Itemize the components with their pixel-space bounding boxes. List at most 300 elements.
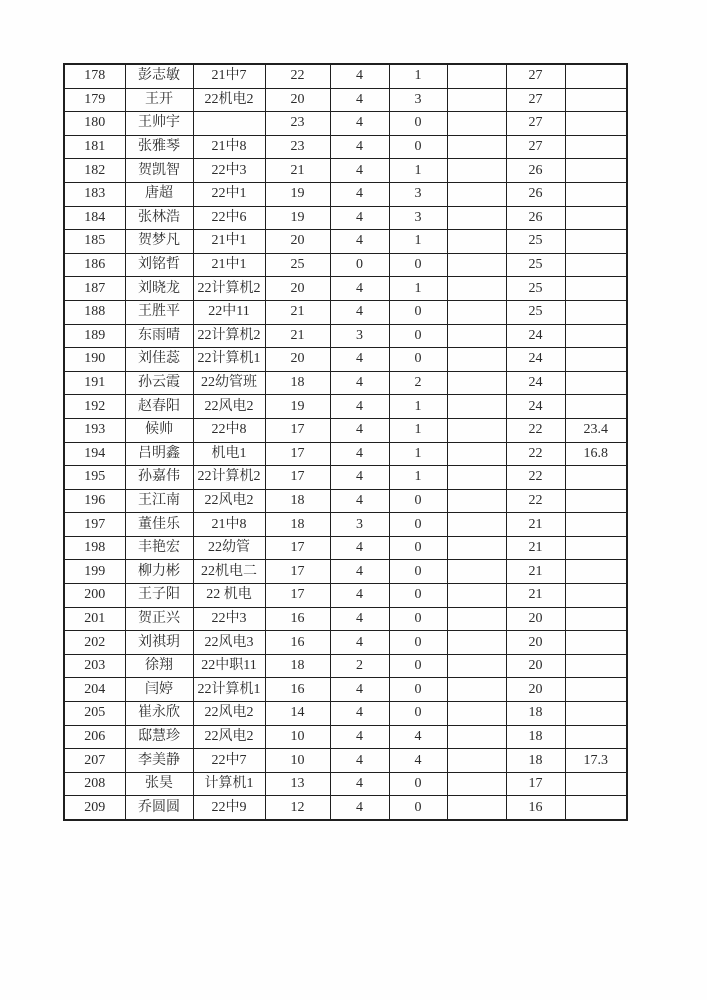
table-cell xyxy=(565,513,627,537)
table-cell xyxy=(447,772,506,796)
table-row xyxy=(64,702,627,726)
table-cell: 王胜平 xyxy=(125,300,193,324)
table-cell: 18 xyxy=(506,702,565,726)
table-row xyxy=(64,560,627,584)
table-cell xyxy=(565,678,627,702)
table-cell: 18 xyxy=(506,749,565,773)
table-cell: 0 xyxy=(389,631,447,655)
table-row xyxy=(64,88,627,112)
table-cell xyxy=(447,277,506,301)
table-row xyxy=(64,300,627,324)
table-cell: 王开 xyxy=(125,88,193,112)
table-cell: 22 xyxy=(506,442,565,466)
table-cell: 4 xyxy=(330,725,389,749)
table-cell: 22 xyxy=(506,489,565,513)
table-cell: 192 xyxy=(64,395,125,419)
table-cell: 186 xyxy=(64,253,125,277)
table-cell: 22幼管班 xyxy=(193,371,265,395)
table-cell xyxy=(447,678,506,702)
table-cell xyxy=(565,277,627,301)
table-cell xyxy=(447,230,506,254)
table-row xyxy=(64,230,627,254)
table-cell: 10 xyxy=(265,749,330,773)
table-cell: 0 xyxy=(389,513,447,537)
table-cell xyxy=(565,536,627,560)
table-cell xyxy=(447,418,506,442)
table-cell: 4 xyxy=(330,277,389,301)
table-cell: 李美静 xyxy=(125,749,193,773)
table-row xyxy=(64,678,627,702)
table-cell xyxy=(447,395,506,419)
table-cell: 3 xyxy=(330,324,389,348)
table-cell: 22幼管 xyxy=(193,536,265,560)
table-cell: 22 xyxy=(506,418,565,442)
table-cell: 邸慧珍 xyxy=(125,725,193,749)
table-cell: 0 xyxy=(389,560,447,584)
table-cell: 贺正兴 xyxy=(125,607,193,631)
table-cell: 4 xyxy=(330,442,389,466)
table-cell: 0 xyxy=(389,796,447,820)
table-cell: 22中6 xyxy=(193,206,265,230)
table-cell: 0 xyxy=(389,348,447,372)
table-cell: 2 xyxy=(330,654,389,678)
table-cell: 27 xyxy=(506,88,565,112)
table-cell: 崔永欣 xyxy=(125,702,193,726)
table-cell xyxy=(565,607,627,631)
table-cell: 董佳乐 xyxy=(125,513,193,537)
table-row xyxy=(64,442,627,466)
table-cell: 22中3 xyxy=(193,607,265,631)
table-cell xyxy=(565,395,627,419)
table-cell: 191 xyxy=(64,371,125,395)
table-cell: 唐超 xyxy=(125,182,193,206)
table-cell: 3 xyxy=(389,88,447,112)
table-cell xyxy=(565,230,627,254)
table-cell xyxy=(447,64,506,88)
table-row xyxy=(64,348,627,372)
table-cell: 22中11 xyxy=(193,300,265,324)
table-cell xyxy=(447,749,506,773)
table-cell: 193 xyxy=(64,418,125,442)
table-cell: 4 xyxy=(330,88,389,112)
table-cell xyxy=(447,725,506,749)
table-cell: 1 xyxy=(389,64,447,88)
table-cell: 0 xyxy=(389,584,447,608)
table-cell: 190 xyxy=(64,348,125,372)
table-cell: 203 xyxy=(64,654,125,678)
table-cell: 19 xyxy=(265,395,330,419)
table-cell: 闫婷 xyxy=(125,678,193,702)
table-cell xyxy=(447,300,506,324)
table-cell xyxy=(565,796,627,820)
table-cell: 25 xyxy=(265,253,330,277)
table-cell xyxy=(447,466,506,490)
table-cell xyxy=(565,371,627,395)
table-cell xyxy=(447,253,506,277)
table-cell: 0 xyxy=(389,253,447,277)
table-cell: 孙云霞 xyxy=(125,371,193,395)
table-cell: 22中3 xyxy=(193,159,265,183)
table-cell: 18 xyxy=(265,654,330,678)
table-cell: 17 xyxy=(265,536,330,560)
table-cell: 0 xyxy=(389,300,447,324)
table-cell: 3 xyxy=(389,206,447,230)
table-cell: 计算机1 xyxy=(193,772,265,796)
table-cell: 205 xyxy=(64,702,125,726)
table-cell xyxy=(565,253,627,277)
table-cell: 丰艳宏 xyxy=(125,536,193,560)
table-cell: 179 xyxy=(64,88,125,112)
table-cell: 4 xyxy=(330,64,389,88)
table-cell: 22中职11 xyxy=(193,654,265,678)
table-cell: 4 xyxy=(330,418,389,442)
table-cell: 22 机电 xyxy=(193,584,265,608)
table-cell: 201 xyxy=(64,607,125,631)
table-cell: 4 xyxy=(330,348,389,372)
table-cell: 22风电2 xyxy=(193,395,265,419)
table-row xyxy=(64,489,627,513)
table-cell: 赵春阳 xyxy=(125,395,193,419)
table-cell xyxy=(447,560,506,584)
table-cell: 13 xyxy=(265,772,330,796)
table-cell: 207 xyxy=(64,749,125,773)
table-cell: 张昊 xyxy=(125,772,193,796)
table-cell: 机电1 xyxy=(193,442,265,466)
table-cell: 4 xyxy=(330,560,389,584)
table-cell: 王江南 xyxy=(125,489,193,513)
table-cell: 189 xyxy=(64,324,125,348)
table-cell: 26 xyxy=(506,182,565,206)
table-cell: 4 xyxy=(330,631,389,655)
table-cell xyxy=(565,88,627,112)
table-cell: 贺梦凡 xyxy=(125,230,193,254)
table-cell: 21 xyxy=(506,536,565,560)
table-cell: 25 xyxy=(506,253,565,277)
table-cell: 206 xyxy=(64,725,125,749)
table-cell: 24 xyxy=(506,348,565,372)
table-cell: 0 xyxy=(389,135,447,159)
table-cell xyxy=(565,631,627,655)
table-cell: 196 xyxy=(64,489,125,513)
table-cell: 22计算机2 xyxy=(193,324,265,348)
table-cell: 20 xyxy=(265,348,330,372)
table-cell: 4 xyxy=(330,206,389,230)
table-cell xyxy=(565,772,627,796)
table-cell: 20 xyxy=(265,88,330,112)
table-cell: 16 xyxy=(506,796,565,820)
table-cell: 18 xyxy=(265,513,330,537)
table-cell: 12 xyxy=(265,796,330,820)
table-cell: 4 xyxy=(330,182,389,206)
table-cell: 178 xyxy=(64,64,125,88)
table-cell xyxy=(447,112,506,136)
table-cell: 4 xyxy=(330,772,389,796)
table-cell xyxy=(447,607,506,631)
table-cell: 27 xyxy=(506,64,565,88)
table-cell: 22计算机1 xyxy=(193,678,265,702)
table-cell: 21 xyxy=(265,300,330,324)
table-cell: 21 xyxy=(506,513,565,537)
table-cell: 16 xyxy=(265,678,330,702)
table-cell: 27 xyxy=(506,112,565,136)
table-cell: 16 xyxy=(265,631,330,655)
table-cell xyxy=(565,702,627,726)
table-row xyxy=(64,513,627,537)
table-cell: 202 xyxy=(64,631,125,655)
table-cell: 180 xyxy=(64,112,125,136)
table-cell: 21 xyxy=(265,159,330,183)
table-cell xyxy=(447,654,506,678)
table-cell: 209 xyxy=(64,796,125,820)
table-cell: 3 xyxy=(330,513,389,537)
table-body xyxy=(64,64,627,820)
table-cell: 17 xyxy=(265,466,330,490)
table-cell xyxy=(447,442,506,466)
table-row xyxy=(64,536,627,560)
table-cell: 0 xyxy=(389,324,447,348)
table-cell: 4 xyxy=(330,678,389,702)
table-cell: 19 xyxy=(265,182,330,206)
table-cell: 22 xyxy=(506,466,565,490)
table-cell: 4 xyxy=(330,489,389,513)
table-cell xyxy=(565,206,627,230)
table-cell: 22中7 xyxy=(193,749,265,773)
table-cell xyxy=(193,112,265,136)
table-cell: 20 xyxy=(506,678,565,702)
table-cell: 1 xyxy=(389,277,447,301)
table-cell: 1 xyxy=(389,230,447,254)
table-cell: 22 xyxy=(265,64,330,88)
table-cell: 20 xyxy=(265,230,330,254)
table-cell: 21 xyxy=(506,584,565,608)
table-cell: 199 xyxy=(64,560,125,584)
table-cell: 21中7 xyxy=(193,64,265,88)
table-cell: 1 xyxy=(389,466,447,490)
table-cell: 185 xyxy=(64,230,125,254)
table-cell: 1 xyxy=(389,395,447,419)
table-cell: 21中8 xyxy=(193,135,265,159)
table-row xyxy=(64,324,627,348)
table-cell: 刘晓龙 xyxy=(125,277,193,301)
table-cell: 0 xyxy=(389,654,447,678)
table-cell: 18 xyxy=(265,489,330,513)
table-cell: 182 xyxy=(64,159,125,183)
table-cell: 24 xyxy=(506,324,565,348)
table-cell: 4 xyxy=(330,607,389,631)
table-cell: 17 xyxy=(265,584,330,608)
table-cell: 0 xyxy=(389,112,447,136)
table-cell: 208 xyxy=(64,772,125,796)
table-cell xyxy=(447,702,506,726)
table-cell: 22中8 xyxy=(193,418,265,442)
table-cell xyxy=(565,654,627,678)
table-cell: 1 xyxy=(389,418,447,442)
table-cell: 20 xyxy=(265,277,330,301)
table-cell xyxy=(565,489,627,513)
table-cell: 4 xyxy=(330,536,389,560)
table-cell: 22风电2 xyxy=(193,489,265,513)
table-cell xyxy=(447,159,506,183)
table-cell xyxy=(565,725,627,749)
table-cell: 25 xyxy=(506,277,565,301)
table-cell: 4 xyxy=(330,796,389,820)
table-cell: 195 xyxy=(64,466,125,490)
table-cell xyxy=(447,536,506,560)
table-cell: 0 xyxy=(330,253,389,277)
table-cell: 徐翔 xyxy=(125,654,193,678)
table-cell xyxy=(447,513,506,537)
table-cell: 4 xyxy=(330,159,389,183)
table-row xyxy=(64,135,627,159)
table-cell: 1 xyxy=(389,442,447,466)
table-cell: 25 xyxy=(506,300,565,324)
table-cell xyxy=(447,348,506,372)
table-cell: 4 xyxy=(330,749,389,773)
table-cell xyxy=(447,631,506,655)
table-cell: 4 xyxy=(330,230,389,254)
table-cell: 22计算机2 xyxy=(193,466,265,490)
table-cell: 14 xyxy=(265,702,330,726)
table-cell: 20 xyxy=(506,607,565,631)
table-cell: 187 xyxy=(64,277,125,301)
table-row xyxy=(64,112,627,136)
table-cell: 17 xyxy=(265,418,330,442)
table-row xyxy=(64,395,627,419)
table-cell: 184 xyxy=(64,206,125,230)
table-cell: 16.8 xyxy=(565,442,627,466)
table-cell: 26 xyxy=(506,159,565,183)
table-cell xyxy=(447,584,506,608)
table-cell: 4 xyxy=(330,112,389,136)
table-cell xyxy=(565,560,627,584)
table-cell: 刘铭哲 xyxy=(125,253,193,277)
table-cell: 26 xyxy=(506,206,565,230)
table-cell: 17 xyxy=(265,560,330,584)
table-cell: 197 xyxy=(64,513,125,537)
table-cell xyxy=(565,64,627,88)
table-cell: 4 xyxy=(330,371,389,395)
table-cell: 17.3 xyxy=(565,749,627,773)
table-cell: 孙嘉伟 xyxy=(125,466,193,490)
table-cell: 4 xyxy=(389,725,447,749)
table-cell: 1 xyxy=(389,159,447,183)
table-row xyxy=(64,277,627,301)
table-cell: 19 xyxy=(265,206,330,230)
table-cell xyxy=(565,159,627,183)
table-cell: 18 xyxy=(265,371,330,395)
table-cell: 东雨晴 xyxy=(125,324,193,348)
table-cell: 4 xyxy=(330,300,389,324)
table-cell: 24 xyxy=(506,371,565,395)
table-cell: 21 xyxy=(506,560,565,584)
table-cell: 3 xyxy=(389,182,447,206)
table-cell: 22中1 xyxy=(193,182,265,206)
table-cell xyxy=(565,348,627,372)
table-row xyxy=(64,466,627,490)
table-cell: 4 xyxy=(389,749,447,773)
table-cell: 22机电二 xyxy=(193,560,265,584)
table-cell: 24 xyxy=(506,395,565,419)
table-cell: 21 xyxy=(265,324,330,348)
table-row xyxy=(64,182,627,206)
table-cell xyxy=(447,88,506,112)
table-cell: 张林浩 xyxy=(125,206,193,230)
table-cell: 21中1 xyxy=(193,253,265,277)
table-cell xyxy=(447,324,506,348)
table-cell: 乔圆圆 xyxy=(125,796,193,820)
table-cell: 17 xyxy=(506,772,565,796)
table-cell: 候帅 xyxy=(125,418,193,442)
table-row xyxy=(64,418,627,442)
table-cell: 22计算机2 xyxy=(193,277,265,301)
table-cell xyxy=(565,182,627,206)
table-cell: 16 xyxy=(265,607,330,631)
table-cell: 2 xyxy=(389,371,447,395)
table-cell: 0 xyxy=(389,702,447,726)
table-row xyxy=(64,654,627,678)
table-cell: 4 xyxy=(330,466,389,490)
table-row xyxy=(64,253,627,277)
table-cell: 0 xyxy=(389,607,447,631)
table-cell: 198 xyxy=(64,536,125,560)
table-cell xyxy=(447,206,506,230)
table-cell xyxy=(565,466,627,490)
table-row xyxy=(64,206,627,230)
table-cell xyxy=(447,371,506,395)
table-cell: 22中9 xyxy=(193,796,265,820)
table-cell: 22风电2 xyxy=(193,702,265,726)
table-cell: 21中8 xyxy=(193,513,265,537)
table-cell: 0 xyxy=(389,678,447,702)
table-cell xyxy=(447,182,506,206)
table-cell: 彭志敏 xyxy=(125,64,193,88)
table-cell: 18 xyxy=(506,725,565,749)
table-row xyxy=(64,64,627,88)
table-cell: 23 xyxy=(265,135,330,159)
table-cell: 张雅琴 xyxy=(125,135,193,159)
table-cell: 17 xyxy=(265,442,330,466)
table-cell: 183 xyxy=(64,182,125,206)
table-row xyxy=(64,607,627,631)
table-row xyxy=(64,772,627,796)
table-cell: 200 xyxy=(64,584,125,608)
table-cell xyxy=(565,135,627,159)
table-cell xyxy=(565,324,627,348)
table-cell: 23 xyxy=(265,112,330,136)
table-cell: 194 xyxy=(64,442,125,466)
table-cell: 贺凯智 xyxy=(125,159,193,183)
table-row xyxy=(64,584,627,608)
table-cell: 20 xyxy=(506,631,565,655)
table-cell: 27 xyxy=(506,135,565,159)
table-cell: 188 xyxy=(64,300,125,324)
table-cell: 0 xyxy=(389,772,447,796)
table-row xyxy=(64,725,627,749)
table-cell: 刘祺玥 xyxy=(125,631,193,655)
table-row xyxy=(64,631,627,655)
table-cell: 181 xyxy=(64,135,125,159)
table-row xyxy=(64,159,627,183)
table-cell: 204 xyxy=(64,678,125,702)
table-cell: 4 xyxy=(330,395,389,419)
table-cell xyxy=(565,300,627,324)
roster-table xyxy=(63,63,628,821)
table-cell: 22风电3 xyxy=(193,631,265,655)
table-cell: 王子阳 xyxy=(125,584,193,608)
table-cell: 10 xyxy=(265,725,330,749)
table-cell xyxy=(447,135,506,159)
table-cell xyxy=(565,112,627,136)
